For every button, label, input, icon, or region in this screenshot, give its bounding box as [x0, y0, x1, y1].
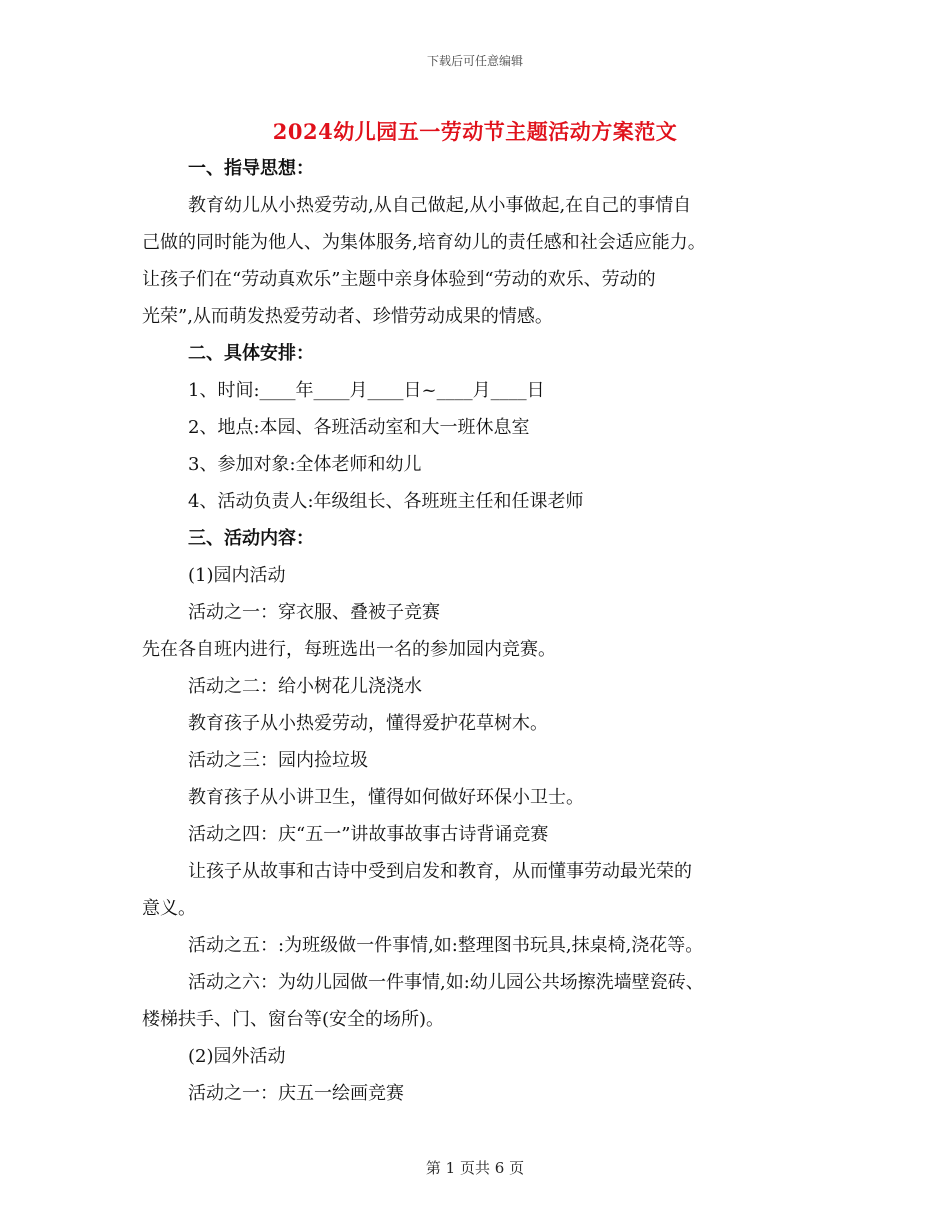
activity-title: 活动之三：园内捡垃圾	[188, 750, 368, 771]
activity-desc: 先在各自班内进行，每班选出一名的参加园内竞赛。	[142, 639, 556, 660]
page-header: 下载后可任意编辑	[426, 54, 523, 68]
list-item-participants: 3、参加对象:全体老师和幼儿	[188, 454, 422, 475]
activity-title: 活动之一：穿衣服、叠被子竞赛	[188, 602, 440, 623]
section-heading-arrangement: 二、具体安排：	[188, 343, 314, 364]
subsection-outdoor: (2)园外活动	[188, 1046, 286, 1067]
activity-desc: 意义。	[142, 898, 196, 919]
activity-desc: 让孩子从故事和古诗中受到启发和教育，从而懂事劳动最光荣的	[188, 861, 692, 882]
paragraph-line: 让孩子们在“劳动真欢乐”主题中亲身体验到“劳动的欢乐、劳动的	[142, 269, 656, 290]
activity-desc: 教育孩子从小热爱劳动，懂得爱护花草树木。	[188, 713, 548, 734]
subsection-indoor: (1)园内活动	[188, 565, 286, 586]
list-item-responsible: 4、活动负责人:年级组长、各班班主任和任课老师	[188, 491, 584, 512]
paragraph-line: 光荣”,从而萌发热爱劳动者、珍惜劳动成果的情感。	[142, 306, 553, 327]
activity-desc: 教育孩子从小讲卫生，懂得如何做好环保小卫士。	[188, 787, 584, 808]
document-title: 2024幼儿园五一劳动节主题活动方案范文	[272, 119, 678, 144]
activity-title: 活动之一：庆五一绘画竞赛	[188, 1083, 404, 1104]
list-item-location: 2、地点:本园、各班活动室和大一班休息室	[188, 417, 530, 438]
activity-item: 活动之六：为幼儿园做一件事情,如:幼儿园公共场擦洗墙壁瓷砖、	[188, 972, 704, 993]
activity-title: 活动之四：庆“五一”讲故事故事古诗背诵竞赛	[188, 824, 549, 845]
activity-item: 活动之五：:为班级做一件事情,如:整理图书玩具,抹桌椅,浇花等。	[188, 935, 704, 956]
section-heading-guiding: 一、指导思想：	[188, 158, 314, 179]
page-footer: 第 1 页共 6 页	[425, 1159, 525, 1177]
document-body	[142, 150, 822, 1112]
paragraph-line: 教育幼儿从小热爱劳动,从自己做起,从小事做起,在自己的事情自	[188, 195, 692, 216]
activity-title: 活动之二：给小树花儿浇浇水	[188, 676, 422, 697]
paragraph-line: 己做的同时能为他人、为集体服务,培育幼儿的责任感和社会适应能力。	[142, 232, 706, 253]
section-heading-content: 三、活动内容：	[188, 528, 314, 549]
activity-item: 楼梯扶手、门、窗台等(安全的场所)。	[142, 1009, 445, 1030]
list-item-time: 1、时间:____年____月____日~____月____日	[188, 380, 545, 401]
